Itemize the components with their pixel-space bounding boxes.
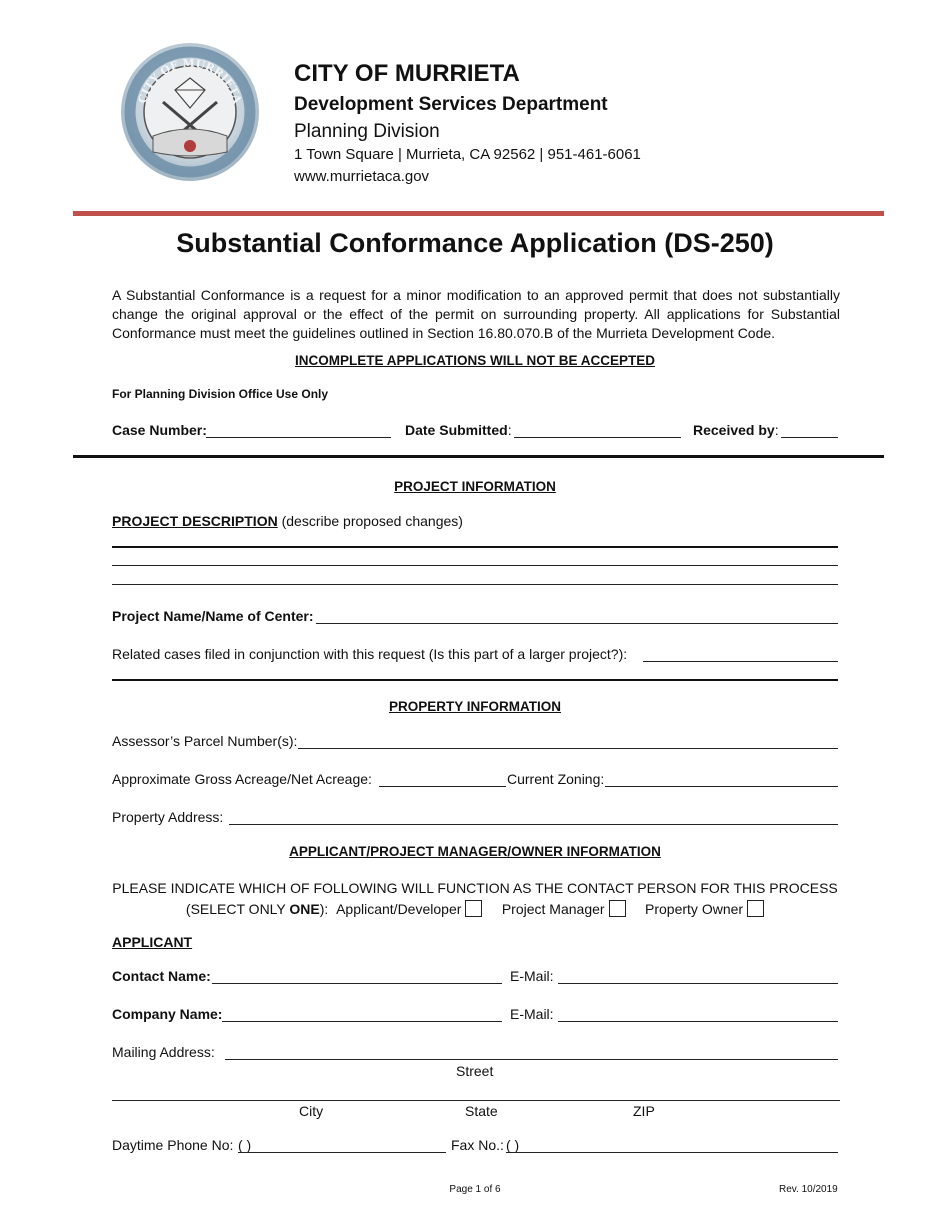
office-address: 1 Town Square | Murrieta, CA 92562 | 951-461-6061 [294, 146, 641, 163]
mailing-city-state-zip-field[interactable] [112, 1100, 840, 1101]
received-by-field[interactable] [781, 437, 838, 438]
fax-area-code: ( ) [506, 1137, 520, 1153]
project-description-label: PROJECT DESCRIPTION [112, 513, 278, 529]
date-submitted-field[interactable] [514, 437, 681, 438]
department-name: Development Services Department [294, 94, 608, 115]
project-divider [112, 679, 838, 681]
incomplete-notice: INCOMPLETE APPLICATIONS WILL NOT BE ACCEPTED [294, 353, 655, 368]
company-name-field[interactable] [222, 1021, 502, 1022]
property-address-label: Property Address: [112, 809, 224, 825]
zoning-label: Current Zoning: [507, 771, 605, 787]
project-info-heading: PROJECT INFORMATION [394, 479, 556, 494]
mailing-address-label: Mailing Address: [112, 1044, 215, 1060]
date-submitted-label: Date Submitted [405, 422, 508, 438]
contact-options-row [0, 900, 950, 917]
project-description-line-3[interactable] [112, 584, 838, 585]
apn-label: Assessor’s Parcel Number(s): [112, 733, 298, 749]
city-seal-logo [119, 40, 261, 185]
apn-field[interactable] [298, 748, 838, 749]
daytime-phone-field[interactable] [238, 1152, 446, 1153]
city-caption: City [299, 1103, 324, 1119]
contact-name-field[interactable] [212, 983, 502, 984]
page-number: Page 1 of 6 [449, 1184, 501, 1195]
received-by-label: Received by [693, 422, 775, 438]
daytime-phone-label: Daytime Phone No: [112, 1137, 234, 1153]
header-divider [73, 211, 884, 216]
acreage-label: Approximate Gross Acreage/Net Acreage: [112, 771, 372, 787]
intro-paragraph: A Substantial Conformance is a request for a minor modification to an approved permit that does not substantially change the original approval or the effect of the permit on surrounding property. All applications for Substantial Conformance must meet the guidelines outlined in Section 16.80.070.B of the Murrieta Development Code. [112, 287, 840, 341]
email-label-2: E-Mail: [510, 1006, 554, 1022]
contact-instruction: PLEASE INDICATE WHICH OF FOLLOWING WILL FUNCTION AS THE CONTACT PERSON FOR THIS PROCESS [112, 880, 838, 896]
contact-name-label: Contact Name: [112, 968, 211, 984]
project-name-label: Project Name/Name of Center: [112, 608, 314, 624]
mailing-street-field[interactable] [225, 1059, 838, 1060]
option-owner-label: Property Owner [645, 901, 744, 917]
project-description-hint: (describe proposed changes) [277, 513, 463, 529]
acreage-field[interactable] [379, 786, 506, 787]
state-caption: State [465, 1103, 498, 1119]
project-description-line-2[interactable] [112, 565, 838, 566]
select-one: ONE [289, 901, 320, 917]
fax-label: Fax No.: [451, 1137, 504, 1153]
date-submitted-label-group [405, 422, 512, 438]
option-developer-label: Applicant/Developer [336, 901, 462, 917]
email-label-1: E-Mail: [510, 968, 554, 984]
office-use-heading: For Planning Division Office Use Only [112, 387, 329, 401]
page-title: Substantial Conformance Application (DS-250) [176, 228, 774, 258]
option-owner-checkbox[interactable] [747, 900, 764, 917]
email-field-1[interactable] [558, 983, 838, 984]
select-suffix: ): [319, 901, 329, 917]
revision-date: Rev. 10/2019 [779, 1184, 838, 1195]
zoning-field[interactable] [605, 786, 838, 787]
case-number-field[interactable] [206, 437, 391, 438]
email-field-2[interactable] [558, 1021, 838, 1022]
case-number-label: Case Number: [112, 422, 207, 438]
property-info-heading: PROPERTY INFORMATION [388, 699, 561, 714]
option-developer-checkbox[interactable] [465, 900, 482, 917]
website-link[interactable]: www.murrietaca.gov [294, 168, 430, 185]
date-submitted-colon: : [507, 422, 512, 438]
city-name: CITY OF MURRIETA [294, 60, 520, 87]
project-description-label-group [112, 513, 463, 529]
fax-field[interactable] [506, 1152, 838, 1153]
phone-area-code: ( ) [238, 1137, 252, 1153]
street-caption: Street [456, 1063, 494, 1079]
section-divider [73, 455, 884, 458]
applicant-section-heading: APPLICANT/PROJECT MANAGER/OWNER INFORMATION [289, 844, 661, 859]
project-name-field[interactable] [316, 623, 838, 624]
project-description-line-1[interactable] [112, 546, 838, 548]
option-manager-label: Project Manager [501, 901, 605, 917]
property-address-field[interactable] [229, 824, 838, 825]
zip-caption: ZIP [633, 1103, 655, 1119]
division-name: Planning Division [294, 121, 440, 142]
received-by-colon: : [774, 422, 779, 438]
received-by-label-group [693, 422, 779, 438]
option-manager-checkbox[interactable] [609, 900, 626, 917]
related-cases-field[interactable] [643, 661, 838, 662]
related-cases-label: Related cases filed in conjunction with this request (Is this part of a larger project?): [112, 646, 628, 662]
select-prefix: (SELECT ONLY [185, 901, 290, 917]
seal-text: CITY OF MURRIETA [135, 56, 245, 105]
applicant-heading: APPLICANT [112, 934, 193, 950]
company-name-label: Company Name: [112, 1006, 223, 1022]
